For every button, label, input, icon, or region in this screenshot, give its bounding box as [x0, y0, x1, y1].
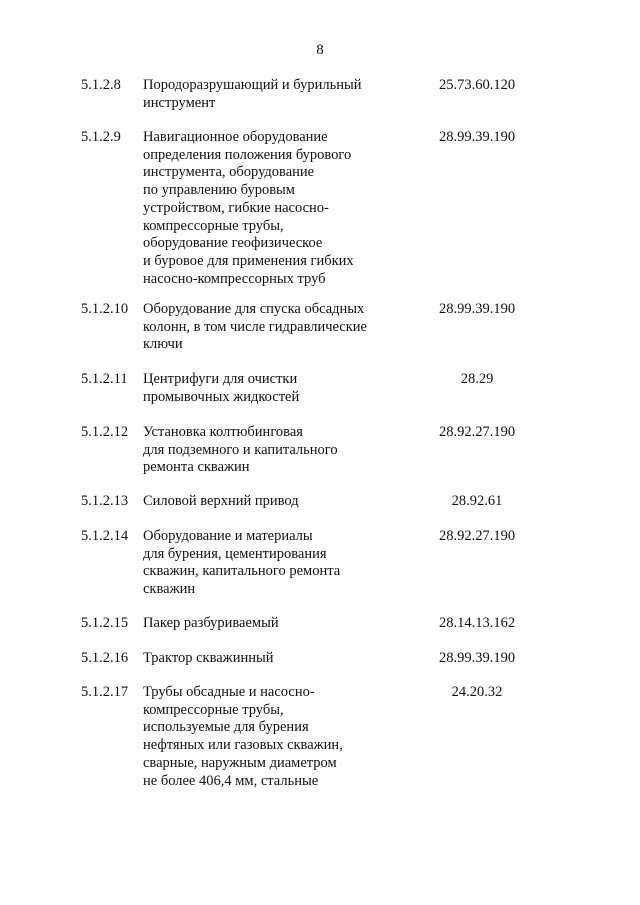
item-name-line: Установка колтюбинговая	[143, 424, 303, 440]
okpd-code: 25.73.60.120	[438, 77, 516, 93]
item-name-line: для подземного и капитального	[143, 441, 338, 458]
item-name-line: ремонта скважин	[143, 459, 250, 476]
item-name	[143, 77, 393, 112]
item-code: 5.1.2.10	[81, 301, 129, 317]
item-code: 5.1.2.17	[81, 684, 129, 700]
item-name-line: промывочных жидкостей	[143, 388, 300, 405]
item-code: 5.1.2.11	[81, 371, 128, 387]
item-name-line: устройством, гибкие насосно-	[143, 199, 329, 216]
item-name-line: Оборудование для спуска обсадных	[143, 301, 365, 317]
item-name	[143, 528, 393, 599]
item-name-line: Пакер разбуриваемый	[143, 615, 279, 631]
okpd-code: 28.92.27.190	[438, 424, 516, 440]
item-name-line: Оборудование и материалы	[143, 528, 313, 544]
item-name-line: Навигационное оборудование	[143, 129, 328, 145]
okpd-code: 28.99.39.190	[438, 650, 516, 666]
okpd-code: 28.14.13.162	[438, 615, 516, 631]
item-name-line: насосно-компрессорных труб	[143, 270, 326, 287]
item-name-line: используемые для бурения	[143, 719, 309, 736]
item-name-line: скважин	[143, 581, 196, 598]
item-name	[143, 615, 393, 633]
item-name-line: компрессорные трубы,	[143, 217, 284, 234]
okpd-code: 28.92.27.190	[438, 528, 516, 544]
item-name	[143, 371, 393, 406]
item-code: 5.1.2.9	[81, 129, 121, 145]
item-name	[143, 301, 393, 354]
item-name-line: нефтяных или газовых скважин,	[143, 737, 343, 754]
okpd-code: 28.99.39.190	[438, 129, 516, 145]
item-name	[143, 493, 393, 511]
item-name-line: определения положения бурового	[143, 146, 352, 163]
item-code: 5.1.2.16	[81, 650, 129, 666]
okpd-code: 28.99.39.190	[438, 301, 516, 317]
okpd-code: 28.92.61	[451, 493, 503, 509]
item-name	[143, 684, 393, 790]
item-code: 5.1.2.8	[81, 77, 121, 93]
item-code: 5.1.2.12	[81, 424, 129, 440]
item-code: 5.1.2.13	[81, 493, 129, 509]
item-name-line: Трубы обсадные и насосно-	[143, 684, 315, 700]
item-name-line: скважин, капитального ремонта	[143, 563, 341, 580]
item-name-line: компрессорные трубы,	[143, 701, 284, 718]
item-name-line: колонн, в том числе гидравлические	[143, 318, 367, 335]
item-name-line: Силовой верхний привод	[143, 493, 299, 509]
okpd-code: 24.20.32	[451, 684, 503, 700]
item-name-line: оборудование геофизическое	[143, 235, 323, 252]
item-name	[143, 129, 393, 288]
item-name-line: для бурения, цементирования	[143, 545, 327, 562]
page-number: 8	[316, 42, 324, 58]
item-name	[143, 650, 393, 668]
item-name-line: и буровое для применения гибких	[143, 252, 354, 269]
item-name-line: сварные, наружным диаметром	[143, 754, 337, 771]
item-name	[143, 424, 393, 477]
item-name-line: по управлению буровым	[143, 182, 295, 199]
item-code: 5.1.2.15	[81, 615, 129, 631]
item-name-line: инструмента, оборудование	[143, 164, 315, 181]
item-name-line: инструмент	[143, 94, 216, 111]
item-name-line: Трактор скважинный	[143, 650, 274, 666]
item-name-line: Центрифуги для очистки	[143, 371, 298, 387]
item-code: 5.1.2.14	[81, 528, 129, 544]
item-name-line: Породоразрушающий и бурильный	[143, 77, 362, 93]
item-name-line: не более 406,4 мм, стальные	[143, 772, 319, 789]
okpd-code: 28.29	[460, 371, 494, 387]
item-name-line: ключи	[143, 336, 183, 353]
